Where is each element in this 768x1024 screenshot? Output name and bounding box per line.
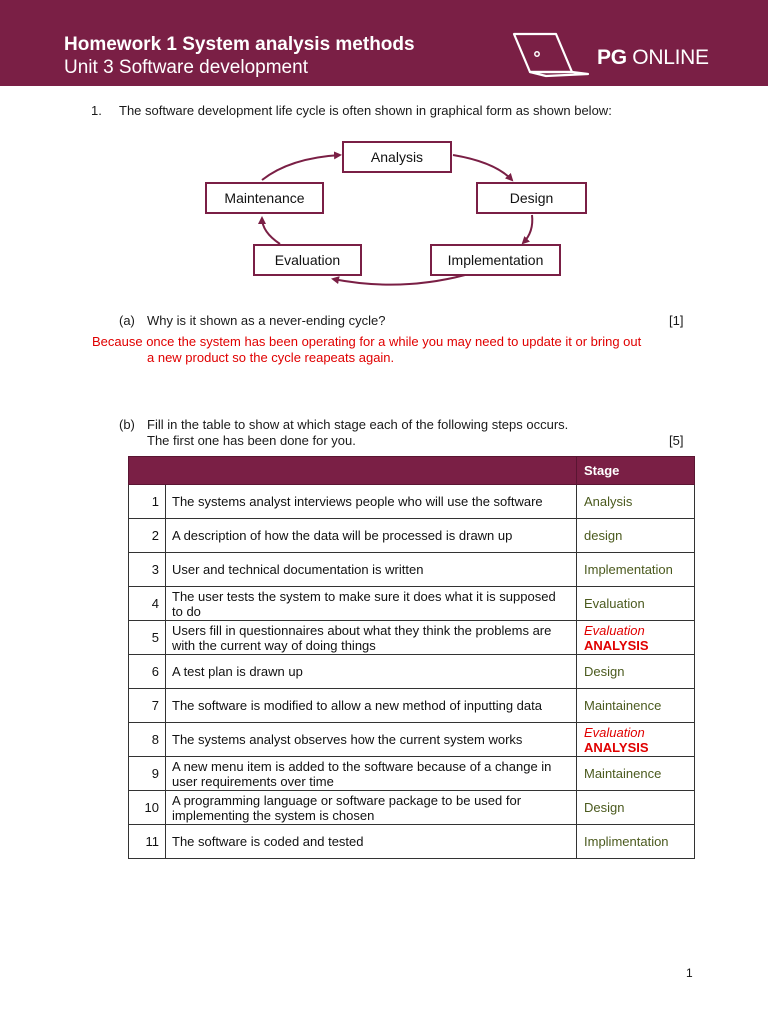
document-subtitle: Unit 3 Software development [64,57,308,78]
table-row [129,519,695,553]
arrow-maintenance-to-analysis [262,155,340,180]
row-number: 11 [129,825,166,859]
brand-name-light: ONLINE [632,46,709,69]
table-row [129,655,695,689]
part-a-marks: [1] [669,313,684,328]
row-stage: Implementation [577,553,695,587]
row-stage-correction: ANALYSIS [584,637,649,653]
row-description: The software is modified to allow a new method of inputting data [166,689,577,723]
part-b-label: (b) [119,417,135,432]
row-description: A programming language or software package to be used for implementing the system is chosen [166,791,577,825]
row-description: The systems analyst interviews people who will use the software [166,485,577,519]
row-stage [577,723,695,757]
part-a-answer-line2: a new product so the cycle reapeats again. [147,350,395,365]
stage-design: Design [476,182,587,214]
part-a-question: Why is it shown as a never-ending cycle? [147,313,386,328]
row-stage: Analysis [577,485,695,519]
stage-implementation: Implementation [430,244,561,276]
part-a-label: (a) [119,313,135,328]
stage-analysis: Analysis [342,141,452,173]
brand-logo [510,30,720,80]
table-row [129,825,695,859]
row-stage: Evaluation [577,587,695,621]
row-stage: Design [577,791,695,825]
row-description: The software is coded and tested [166,825,577,859]
row-description: Users fill in questionnaires about what they think the problems are with the current way of doing things [166,621,577,655]
row-stage: design [577,519,695,553]
row-stage-crossed: Evaluation [584,724,645,740]
row-number: 1 [129,485,166,519]
arrow-evaluation-to-maintenance [262,218,280,244]
row-number: 5 [129,621,166,655]
question-number: 1. [91,103,102,118]
stage-maintenance: Maintenance [205,182,324,214]
part-b-instruction-line2: The first one has been done for you. [147,433,356,448]
laptop-icon [510,30,590,80]
row-number: 9 [129,757,166,791]
arrow-design-to-implementation [523,215,532,243]
stage-evaluation: Evaluation [253,244,362,276]
row-number: 2 [129,519,166,553]
row-stage: Maintainence [577,757,695,791]
arrow-implementation-to-evaluation [333,275,465,285]
sdlc-cycle-diagram [0,130,768,300]
row-stage: Maintainence [577,689,695,723]
brand-name [597,46,709,70]
row-number: 4 [129,587,166,621]
header-banner [0,0,768,86]
row-number: 8 [129,723,166,757]
row-stage-correction: ANALYSIS [584,739,649,755]
document-title: Homework 1 System analysis methods [64,34,415,55]
table-header-step [129,457,577,485]
question-text: The software development life cycle is often shown in graphical form as shown below: [119,103,612,118]
row-stage [577,621,695,655]
table-row [129,485,695,519]
row-description: A new menu item is added to the software because of a change in user requirements over time [166,757,577,791]
table-row [129,621,695,655]
row-description: User and technical documentation is written [166,553,577,587]
table-row [129,757,695,791]
row-description: A description of how the data will be processed is drawn up [166,519,577,553]
table-row [129,791,695,825]
page-number: 1 [686,966,693,980]
part-b-marks: [5] [669,433,684,448]
row-number: 3 [129,553,166,587]
row-stage: Design [577,655,695,689]
stages-table [128,456,695,859]
table-header-stage: Stage [577,457,695,485]
table-row [129,689,695,723]
table-header-row [129,457,695,485]
row-description: A test plan is drawn up [166,655,577,689]
row-stage-crossed: Evaluation [584,622,645,638]
part-a-answer-line1: Because once the system has been operating for a while you may need to update it or bring out [92,334,642,349]
row-number: 6 [129,655,166,689]
row-number: 7 [129,689,166,723]
row-description: The systems analyst observes how the current system works [166,723,577,757]
arrow-analysis-to-design [453,155,512,180]
row-number: 10 [129,791,166,825]
row-description: The user tests the system to make sure it does what it is supposed to do [166,587,577,621]
table-row [129,587,695,621]
row-stage: Implimentation [577,825,695,859]
brand-name-bold: PG [597,46,627,69]
table-row [129,723,695,757]
part-b-instruction-line1: Fill in the table to show at which stage each of the following steps occurs. [147,417,569,432]
table-row [129,553,695,587]
